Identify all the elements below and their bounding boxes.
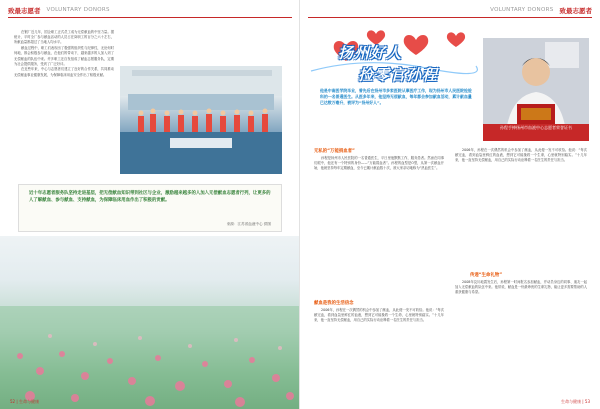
left-article-body <box>14 30 114 78</box>
right-page <box>300 0 600 409</box>
header-rule <box>8 17 292 18</box>
article-title-block <box>310 24 480 94</box>
article-title: 扬州好人 <box>338 44 403 62</box>
section-heading: 传递“生命礼物” <box>470 273 503 278</box>
article-column-2b <box>455 280 587 296</box>
section-title-en: VOLUNTARY DONORS <box>490 7 554 13</box>
paragraph: 在钢厂近几年，国企职工正式员工成为无偿献血的中坚力量。据统计，平时全厂参与献血活动的人员占在岗职工的百分之六十左右，所献血量都超过了当地人均水平。 <box>14 30 114 45</box>
right-running-header <box>490 4 592 16</box>
left-running-header <box>8 4 110 16</box>
paragraph: 2006年，孙程在一次偶然的机会中参加了献血，从此便一发不可收拾。他说：“每次献完血，看到血袋里鲜红的血液，想到它可能挽救一个生命，心里就特别踏实。”十几年来，他一直坚持无偿献血，用自己的实际行动诠释着一名医生的责任与担当。 <box>314 308 444 323</box>
pull-quote-text: 近十年志愿者服务队坚持走进基层，把无偿献血知识带到社区与企业，激励越来越多的人加入无偿献血志愿者行列，让更多的人了解献血、参与献血、支持献血，为保障临床用血作出了积极的贡献。 <box>29 191 271 203</box>
team-photo <box>120 66 282 174</box>
paragraph: 2006年，孙程在一次偶然的机会中参加了献血，从此便一发不可收拾。他说：“每次献完血，看到血袋里鲜红的血液，想到它可能挽救一个生命，心里就特别踏实。”十几年来，他一直坚持无偿献血，用自己的实际行动诠释着一名医生的责任与担当。 <box>455 148 587 163</box>
article-column-2 <box>455 148 587 164</box>
pull-quote <box>18 184 282 232</box>
section-heading: 无私的“万能捐血者” <box>314 149 355 154</box>
flower-field-illustration <box>0 236 300 409</box>
section-heading: 献血是我的生活信念 <box>314 301 354 306</box>
article-subtitle: 捡零官孙程 <box>358 66 439 84</box>
portrait-caption: 孙程手捧扬州市血液中心志愿者荣誉证书 <box>483 124 589 141</box>
right-page-footer: 生命与健康 | 53 <box>561 399 590 404</box>
flower-field-photo <box>0 236 300 409</box>
pull-quote-source: 来源：江苏省血液中心 供图 <box>226 222 271 226</box>
header-rule <box>308 17 592 18</box>
section-title: 致最志愿者 <box>559 6 592 15</box>
paragraph: 孙程是扬州市人民医院的一名普通医生，平日里他默默工作，服务患者。然而在同事们眼中，他还有一个特别的身份——“万能捐血者”。孙程的血型是O型，从第一次献血开始，他就坚持每年定期献血，至今已累计献血数十次，被大家亲切地称为“热血医生”。 <box>314 156 444 171</box>
paragraph: 2008年汶川地震发生后，孙程第一时间报名参加献血，并动员身边的同事、朋友一起加入无偿献血的队伍中来。他常说，献血是一份最珍贵的生命礼物，能让更多需要帮助的人重获健康与希望。 <box>455 280 587 295</box>
section-title: 致最志愿者 <box>8 6 41 15</box>
left-page-footer: 52 | 生命与健康 <box>10 399 39 404</box>
paragraph: 在近些年来，中心与志愿者们建立了良好的合作关系，共同推动无偿献血事业健康发展，为保障临床用血安全作出了积极贡献。 <box>14 67 114 77</box>
article-column-1 <box>314 156 444 172</box>
paragraph: 献血过程中，职工们表现出了极强的组织性与纪律性，无论何时何地，都会积极参与献血，在他们的带动下，越来越多的人加入到了无偿献血的队伍中来。许多职工还自发组成了献血志愿服务队，定期为社会提供服务，受到了广泛好评。 <box>14 46 114 66</box>
article-column-1b <box>314 308 444 324</box>
team-photo-illustration <box>120 66 282 174</box>
section-title-en: VOLUNTARY DONORS <box>46 7 110 13</box>
article-lead: 他是中南医学院毕业，曾先后在扬州市多家医院从事医疗工作，现为扬州市人民医院检验科的一名普通医生。从医多年来，他坚持无偿献血，每年都会参加献血活动，累计献血量已达数万毫升，被评为“扬州好人”。 <box>320 88 472 106</box>
